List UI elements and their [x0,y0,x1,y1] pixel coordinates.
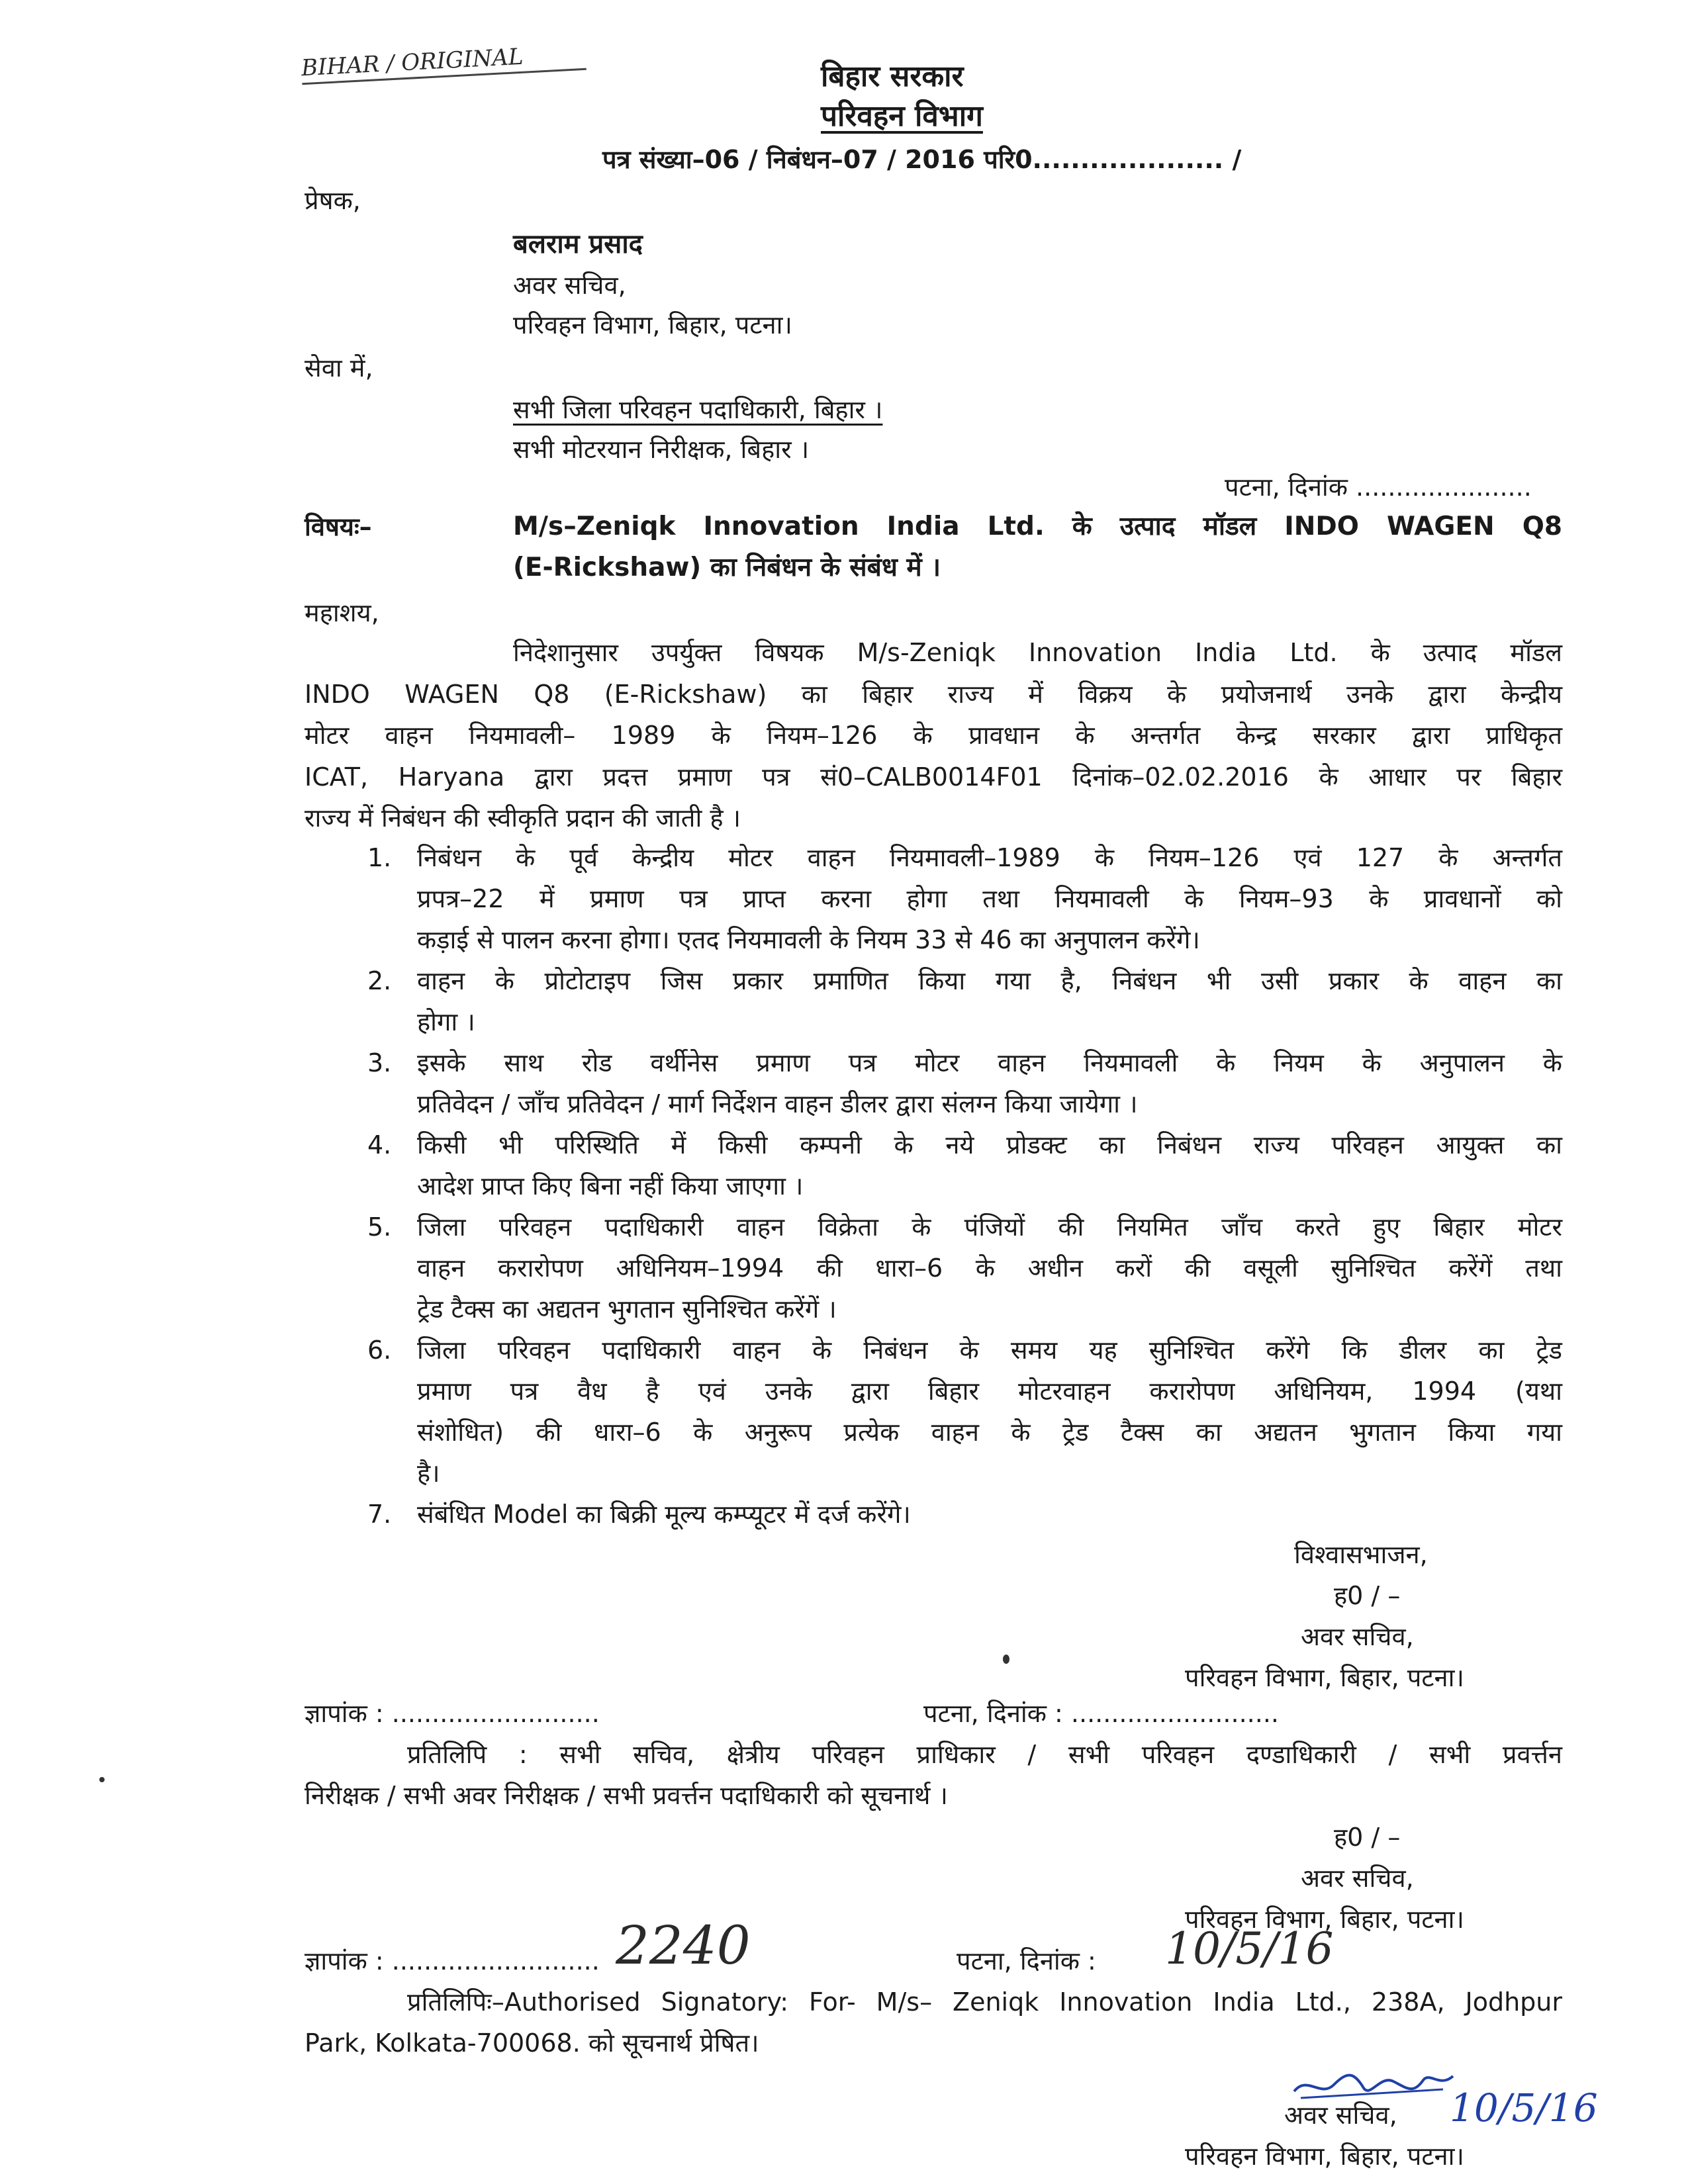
condition-5-number: 5. [367,1212,392,1242]
condition-1-line-3: कड़ाई से पालन करना होगा। एतद नियमावली के नियम 33 से 46 का अनुपालन करेंगे। [417,925,1200,954]
memo1-signed: ह0 / – [1334,1823,1401,1852]
recipient-line1: सभी जिला परिवहन पदाधिकारी, बिहार । [513,395,883,424]
sender-designation: अवर सचिव, [513,271,626,300]
condition-5-line-3: ट्रेड टैक्स का अद्यतन भुगतान सुनिश्चित करेंगें । [417,1295,837,1324]
condition-2-line-2: होगा । [417,1007,475,1036]
memo2-number: ज्ञापांक : .......................... [305,1946,600,1976]
memo2-designation: अवर सचिव, [1284,2101,1397,2130]
memo1-office: परिवहन विभाग, बिहार, पटना। [1185,1905,1464,1934]
body-line-4: ICAT, Haryana द्वारा प्रदत्त प्रमाण पत्र सं0–CALB0014F01 दिनांक–02.02.2016 के आधार पर बिहार [305,762,1562,792]
memo1-copy-line-1: प्रतिलिपि : सभी सचिव, क्षेत्रीय परिवहन प्राधिकार / सभी परिवहन दण्डाधिकारी / सभी प्रवर्त्तन [407,1740,1562,1769]
ink-speck [1003,1655,1009,1664]
signoff-signed: ह0 / – [1334,1581,1401,1610]
condition-3-number: 3. [367,1048,392,1077]
condition-4-line-1: किसी भी परिस्थिति में किसी कम्पनी के नये प्रोडक्ट का निबंधन राज्य परिवहन आयुक्त का [417,1130,1562,1160]
salutation: महाशय, [305,598,379,627]
condition-7-number: 7. [367,1500,392,1529]
memo2-handwritten-date-2: 10/5/16 [1450,2085,1598,2130]
memo1-copy-line-2: निरीक्षक / सभी अवर निरीक्षक / सभी प्रवर्त्तन पदाधिकारी को सूचनार्थ । [305,1781,948,1810]
subject-label: विषयः– [305,512,372,541]
condition-2-number: 2. [367,966,392,995]
govt-title: बिहार सरकार [821,60,964,93]
recipient-label: सेवा में, [305,353,373,383]
condition-3-line-1: इसके साथ रोड वर्थीनेस प्रमाण पत्र मोटर वाहन नियमावली के नियम के अनुपालन के [417,1048,1562,1077]
signoff-office: परिवहन विभाग, बिहार, पटना। [1185,1663,1464,1692]
condition-3-line-2: प्रतिवेदन / जाँच प्रतिवेदन / मार्ग निर्देशन वाहन डीलर द्वारा संलग्न किया जायेगा । [417,1089,1138,1118]
condition-2-line-1: वाहन के प्रोटोटाइप जिस प्रकार प्रमाणित किया गया है, निबंधन भी उसी प्रकार के वाहन का [417,966,1562,995]
condition-7-line-1: संबंधित Model का बिक्री मूल्य कम्प्यूटर में दर्ज करेंगे। [417,1500,911,1529]
memo1-number: ज्ञापांक : .......................... [305,1699,600,1728]
condition-6-line-4: है। [417,1459,440,1488]
condition-6-number: 6. [367,1336,392,1365]
sender-label: प्रेषक, [305,186,361,215]
memo2-copy-line-2: Park, Kolkata-700068. को सूचनार्थ प्रेषित। [305,2028,759,2058]
signoff-closing: विश्वासभाजन, [1294,1540,1428,1569]
letter-number: पत्र संख्या–06 / निबंधन–07 / 2016 परि0.................... / [602,145,1242,174]
date-line: पटना, दिनांक ...................... [1225,473,1532,502]
condition-4-line-2: आदेश प्राप्त किए बिना नहीं किया जाएगा । [417,1171,804,1201]
sender-name: बलराम प्रसाद [513,229,643,259]
condition-1-line-2: प्रपत्र–22 में प्रमाण पत्र प्राप्त करना होगा तथा नियमावली के नियम–93 के प्रावधानों को [417,884,1562,913]
condition-6-line-1: जिला परिवहन पदाधिकारी वाहन के निबंधन के समय यह सुनिश्चित करेंगे कि डीलर का ट्रेड [417,1336,1562,1365]
condition-6-line-3: संशोधित) की धारा–6 के अनुरूप प्रत्येक वाहन के ट्रेड टैक्स का अद्यतन भुगतान किया गया [417,1418,1562,1447]
condition-5-line-2: वाहन करारोपण अधिनियम–1994 की धारा–6 के अधीन करों की वसूली सुनिश्चित करेंगें तथा [417,1253,1562,1283]
body-line-2: INDO WAGEN Q8 (E-Rickshaw) का बिहार राज्य में विक्रय के प्रयोजनार्थ उनके द्वारा केन्द्रीय [305,680,1562,709]
memo2-office: परिवहन विभाग, बिहार, पटना। [1185,2142,1464,2171]
original-stamp [301,40,586,85]
body-line-1: निदेशानुसार उपर्युक्त विषयक M/s-Zeniqk Innovation India Ltd. के उत्पाद मॉडल [513,638,1562,667]
body-line-5: राज्य में निबंधन की स्वीकृति प्रदान की जाती है । [305,803,741,833]
margin-speck [99,1777,105,1782]
subject-line2: (E-Rickshaw) का निबंधन के संबंध में । [513,553,941,582]
memo2-handwritten-date: 10/5/16 [1165,1923,1334,1974]
condition-1-line-1: निबंधन के पूर्व केन्द्रीय मोटर वाहन नियमावली–1989 के नियम–126 एवं 127 के अन्तर्गत [417,843,1562,872]
memo2-handwritten-number: 2240 [616,1915,751,1976]
memo1-designation: अवर सचिव, [1301,1864,1414,1893]
stamp-text: BIHAR / ORIGINAL [301,43,524,82]
condition-1-number: 1. [367,843,392,872]
condition-5-line-1: जिला परिवहन पदाधिकारी वाहन विक्रेता के पंजियों की नियमित जाँच करते हुए बिहार मोटर [417,1212,1562,1242]
recipient-line2: सभी मोटरयान निरीक्षक, बिहार । [513,435,810,464]
memo2-copy-line-1: प्रतिलिपिः–Authorised Signatory: For- M/s– Zeniqk Innovation India Ltd., 238A, Jodhpur [407,1987,1562,2017]
condition-4-number: 4. [367,1130,392,1160]
subject-line1: M/s–Zeniqk Innovation India Ltd. के उत्पाद मॉडल INDO WAGEN Q8 [513,512,1562,541]
memo1-date: पटना, दिनांक : .......................... [923,1699,1279,1728]
signoff-designation: अवर सचिव, [1301,1622,1414,1651]
dept-title: परिवहन विभाग [821,99,983,133]
body-line-3: मोटर वाहन नियमावली– 1989 के नियम–126 के प्रावधान के अन्तर्गत केन्द्र सरकार द्वारा प्राधिकृत [305,721,1562,750]
memo2-date: पटना, दिनांक : [957,1946,1096,1976]
condition-6-line-2: प्रमाण पत्र वैध है एवं उनके द्वारा बिहार मोटरवाहन करारोपण अधिनियम, 1994 (यथा [417,1377,1562,1406]
sender-office: परिवहन विभाग, बिहार, पटना। [513,310,792,340]
